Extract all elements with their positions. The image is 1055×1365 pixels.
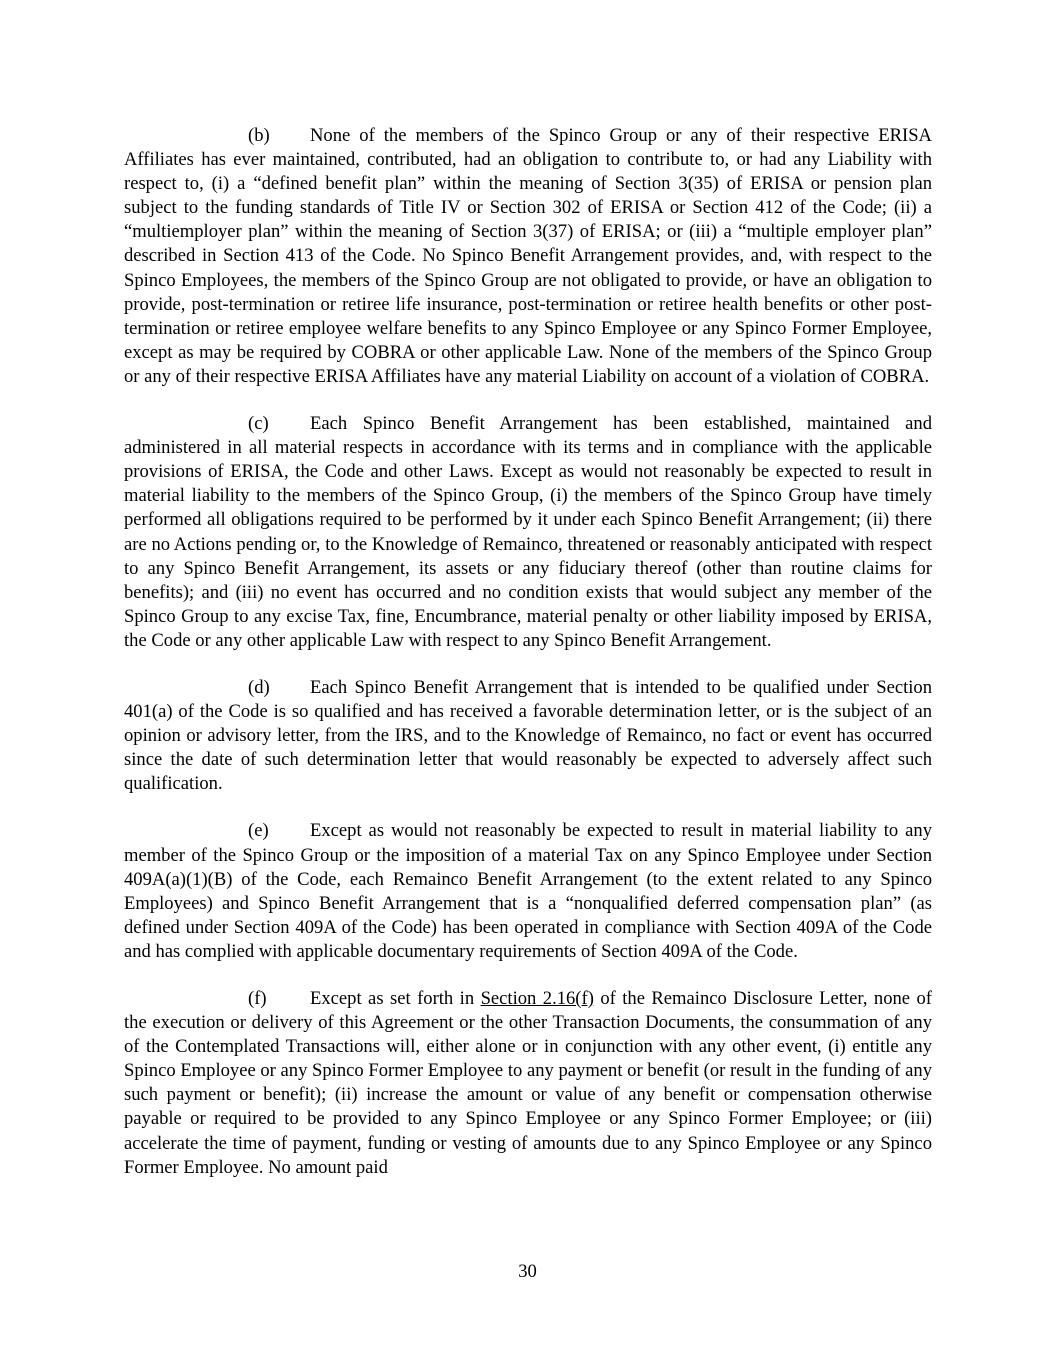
paragraph-text-before: Except as set forth in	[310, 988, 481, 1009]
document-page	[124, 124, 932, 1203]
paragraph-d	[124, 676, 932, 796]
paragraph-label: (e)	[248, 820, 269, 842]
page-number: 30	[518, 1261, 537, 1282]
paragraph-e	[124, 819, 932, 964]
section-reference-link[interactable]: Section 2.16(f)	[480, 988, 594, 1009]
paragraph-text: Each Spinco Benefit Arrangement that is intended to be qualified under Section 401(a) of the Code is so qualified and has received a favorable determination letter, or is the subject of an opinion or advisory letter, from the IRS, and to the Knowledge of Remainco, no fact or event has occurred since the date of such determination letter that would reasonably be expected to adversely affect such qualification.	[124, 676, 932, 795]
paragraph-f	[124, 987, 932, 1180]
paragraph-text: None of the members of the Spinco Group or any of their respective ERISA Affiliates has ever maintained, contributed, had an obligation to contribute to, or had any Liability with respect to, (i) a “defined benefit plan” within the meaning of Section 3(35) of ERISA or pension plan subject to the funding standards of Title IV or Section 302 of ERISA or Section 412 of the Code; (ii) a “multiemployer plan” within the meaning of Section 3(37) of ERISA; or (iii) a “multiple employer plan” described in Section 413 of the Code. No Spinco Benefit Arrangement provides, and, with respect to the Spinco Employees, the members of the Spinco Group are not obligated to provide, or have an obligation to provide, post-termination or retiree life insurance, post-termination or retiree health benefits or other post-termination or retiree employee welfare benefits to any Spinco Employee or any Spinco Former Employee, except as may be required by COBRA or other applicable Law. None of the members of the Spinco Group or any of their respective ERISA Affiliates have any material Liability on account of a violation of COBRA.	[124, 125, 932, 387]
paragraph-label: (b)	[248, 125, 270, 146]
paragraph-label: (f)	[248, 988, 267, 1009]
paragraph-b	[124, 124, 932, 389]
paragraph-label: (c)	[248, 413, 269, 435]
paragraph-text: Except as would not reasonably be expected to result in material liability to any member of the Spinco Group or the imposition of a material Tax on any Spinco Employee under Section 409A(a)(1)(B) of the Code, each Remainco Benefit Arrangement (to the extent related to any Spinco Employees) and Spinco Benefit Arrangement that is a “nonqualified deferred compensation plan” (as defined under Section 409A of the Code) has been operated in compliance with Section 409A of the Code and has complied with applicable documentary requirements of Section 409A of the Code.	[124, 820, 932, 962]
paragraph-c	[124, 412, 932, 653]
paragraph-text-after: of the Remainco Disclosure Letter, none of the execution or delivery of this Agreement or the other Transaction Documents, the consummation of any of the Contemplated Transactions will, either alone or in conjunction with any other event, (i) entitle any Spinco Employee or any Spinco Former Employee to any payment or benefit (or result in the funding of any such payment or benefit); (ii) increase the amount or value of any benefit or compensation otherwise payable or required to be provided to any Spinco Employee or any Spinco Former Employee; or (iii) accelerate the time of payment, funding or vesting of amounts due to any Spinco Employee or any Spinco Former Employee. No amount paid	[124, 988, 932, 1178]
paragraph-text: Each Spinco Benefit Arrangement has been established, maintained and administered in all material respects in accordance with its terms and in compliance with the applicable provisions of ERISA, the Code and other Laws. Except as would not reasonably be expected to result in material liability to the members of the Spinco Group, (i) the members of the Spinco Group have timely performed all obligations required to be performed by it under each Spinco Benefit Arrangement; (ii) there are no Actions pending or, to the Knowledge of Remainco, threatened or reasonably anticipated with respect to any Spinco Benefit Arrangement, its assets or any fiduciary thereof (other than routine claims for benefits); and (iii) no event has occurred and no condition exists that would subject any member of the Spinco Group to any excise Tax, fine, Encumbrance, material penalty or other liability imposed by ERISA, the Code or any other applicable Law with respect to any Spinco Benefit Arrangement.	[124, 413, 932, 651]
paragraph-label: (d)	[248, 676, 270, 698]
